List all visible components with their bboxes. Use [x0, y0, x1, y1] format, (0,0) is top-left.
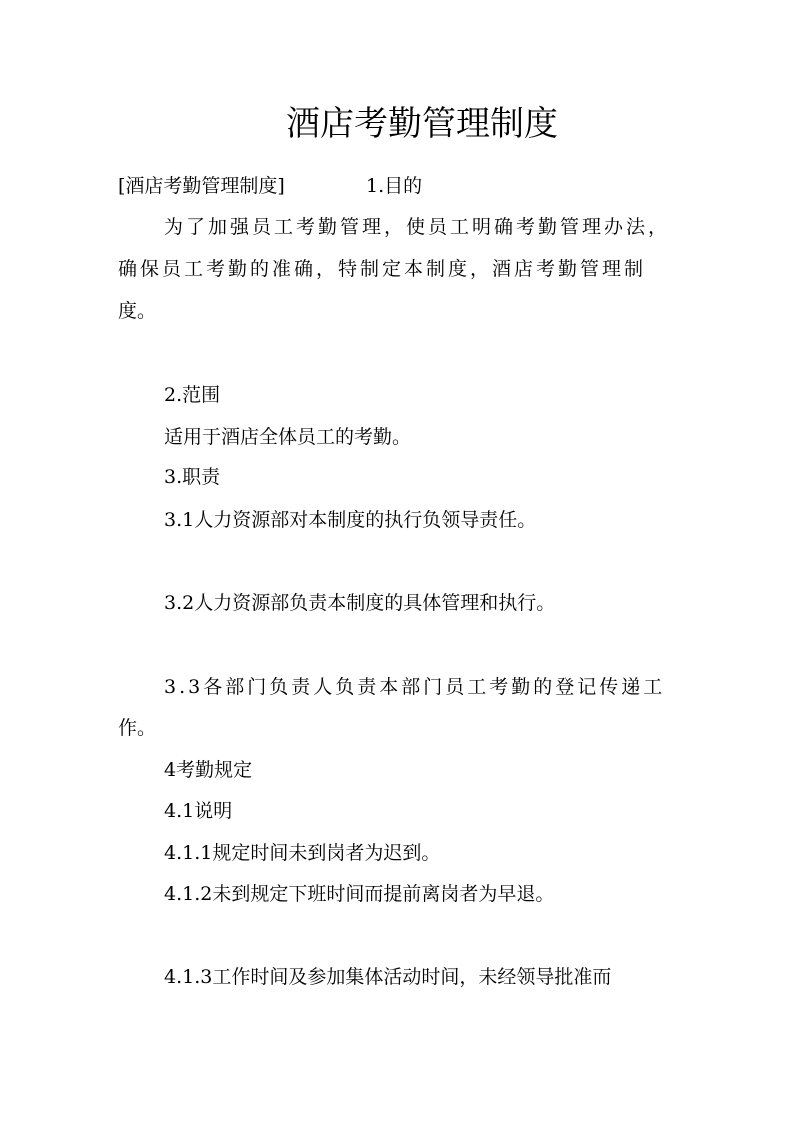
paragraph-line: 作。 — [118, 717, 157, 739]
document-title: 酒店考勤管理制度 — [286, 104, 558, 144]
section-heading-explanation: 4.1说明 — [164, 800, 233, 822]
paragraph-line: 3.1人力资源部对本制度的执行负领导责任。 — [164, 509, 537, 531]
paragraph-line: 3.2人力资源部负责本制度的具体管理和执行。 — [164, 592, 556, 614]
paragraph-line: 3.3各部门负责人负责本部门员工考勤的登记传递工 — [164, 676, 666, 698]
paragraph-line: 为了加强员工考勤管理，使员工明确考勤管理办法， — [164, 216, 671, 238]
paragraph-line: 度。 — [118, 300, 157, 322]
section-heading-purpose: 1.目的 — [366, 175, 423, 197]
paragraph-line: 适用于酒店全体员工的考勤。 — [164, 426, 412, 448]
paragraph-line: 4.1.1规定时间未到岗者为迟到。 — [164, 842, 441, 864]
section-heading-responsibilities: 3.职责 — [164, 466, 221, 488]
section-heading-attendance-rules: 4考勤规定 — [164, 759, 253, 781]
paragraph-line: 确保员工考勤的准确，特制定本制度，酒店考勤管理制 — [118, 258, 647, 280]
paragraph-line: 4.1.3工作时间及参加集体活动时间，未经领导批准而 — [164, 966, 612, 988]
section-heading-scope: 2.范围 — [164, 384, 221, 406]
paragraph-line: 4.1.2未到规定下班时间而提前离岗者为早退。 — [164, 883, 555, 905]
document-reference: [酒店考勤管理制度] — [118, 175, 285, 197]
